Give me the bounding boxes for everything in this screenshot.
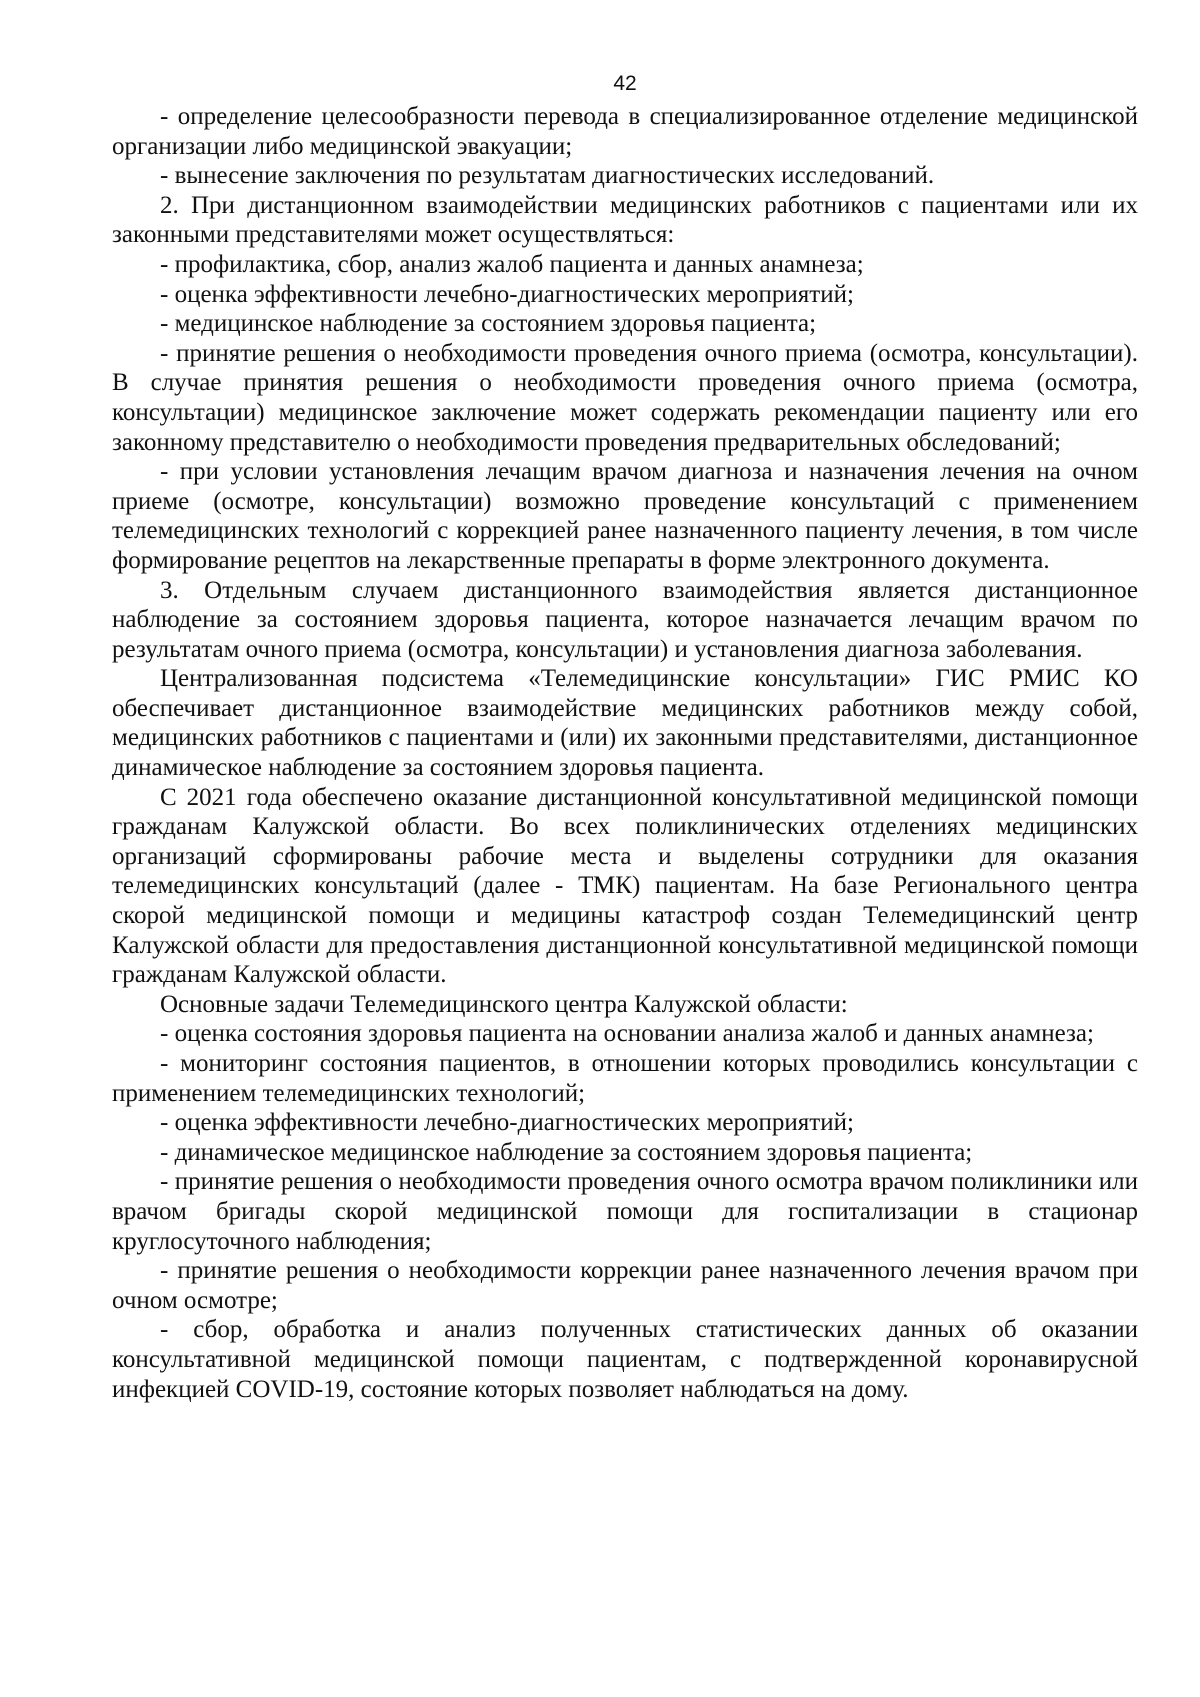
paragraph-efficiency-assessment: - оценка эффективности лечебно-диагностических мероприятий; (160, 280, 854, 308)
paragraph-transfer-decision: - определение целесообразности перевода в специализированное отделение медицинской организации либо медицинской эвакуации; (112, 103, 1138, 160)
paragraph-task-health-assessment: - оценка состояния здоровья пациента на основании анализа жалоб и данных анамнеза; (160, 1020, 1094, 1048)
paragraph-task-efficiency: - оценка эффективности лечебно-диагностических мероприятий; (160, 1109, 854, 1137)
paragraph-task-statistics: - сбор, обработка и анализ полученных статистических данных об оказании консультативной медицинской помощи пациентам, с подтвержденной коронавирусной инфекцией COVID-19, состояние которых позволяет наблюдаться на дому. (112, 1316, 1138, 1403)
paragraph-diagnostic-conclusion: - вынесение заключения по результатам диагностических исследований. (160, 162, 935, 190)
paragraph-task-treatment-correction: - принятие решения о необходимости коррекции ранее назначенного лечения врачом при очном осмотре; (112, 1257, 1138, 1314)
paragraph-prophylaxis: - профилактика, сбор, анализ жалоб пациента и данных анамнеза; (160, 250, 864, 278)
paragraph-remote-observation: 3. Отдельным случаем дистанционного взаимодействия является дистанционное наблюдение за состоянием здоровья пациента, которое назначается лечащим врачом по результатам очного приема (осмотра, консультации) и установления диагноза заболевания. (112, 576, 1138, 663)
paragraph-treatment-correction: - при условии установления лечащим врачом диагноза и назначения лечения на очном приеме (осмотре, консультации) возможно проведение консультаций с применением телемедицинских технологий с коррекцией ранее назначенного пациенту лечения, в том числе формирование рецептов на лекарственные препараты в форме электронного документа. (112, 458, 1138, 574)
paragraph-main-tasks-heading: Основные задачи Телемедицинского центра Калужской области: (160, 990, 848, 1018)
paragraph-health-monitoring: - медицинское наблюдение за состоянием здоровья пациента; (160, 310, 817, 338)
paragraph-task-hospitalization-decision: - принятие решения о необходимости проведения очного осмотра врачом поликлиники или врачом бригады скорой медицинской помощи для госпитализации в стационар круглосуточного наблюдения; (112, 1168, 1138, 1255)
paragraph-since-2021: С 2021 года обеспечено оказание дистанционной консультативной медицинской помощи гражданам Калужской области. Во всех поликлинических отделениях медицинских организаций сформированы рабочие места и выделены сотрудники для оказания телемедицинских консультаций (далее - ТМК) пациентам. На базе Регионального центра скорой медицинской помощи и медицины катастроф создан Телемедицинский центр Калужской области для предоставления дистанционной консультативной медицинской помощи гражданам Калужской области. (112, 783, 1138, 989)
paragraph-task-dynamic-observation: - динамическое медицинское наблюдение за состоянием здоровья пациента; (160, 1138, 973, 1166)
paragraph-task-monitoring: - мониторинг состояния пациентов, в отношении которых проводились консультации с применением телемедицинских технологий; (112, 1050, 1138, 1107)
page-number: 42 (613, 72, 637, 95)
paragraph-in-person-decision: - принятие решения о необходимости проведения очного приема (осмотра, консультации). В случае принятия решения о необходимости проведения очного приема (осмотра, консультации) медицинское заключение может содержать рекомендации пациенту или его законному представителю о необходимости проведения предварительных обследований; (112, 339, 1138, 456)
paragraph-centralized-subsystem: Централизованная подсистема «Телемедицинские консультации» ГИС РМИС КО обеспечивает дистанционное взаимодействие медицинских работников между собой, медицинских работников с пациентами и (или) их законными представителями, дистанционное динамическое наблюдение за состоянием здоровья пациента. (112, 665, 1138, 782)
paragraph-remote-interaction-patients: 2. При дистанционном взаимодействии медицинских работников с пациентами или их законными представителями может осуществляться: (112, 191, 1138, 249)
